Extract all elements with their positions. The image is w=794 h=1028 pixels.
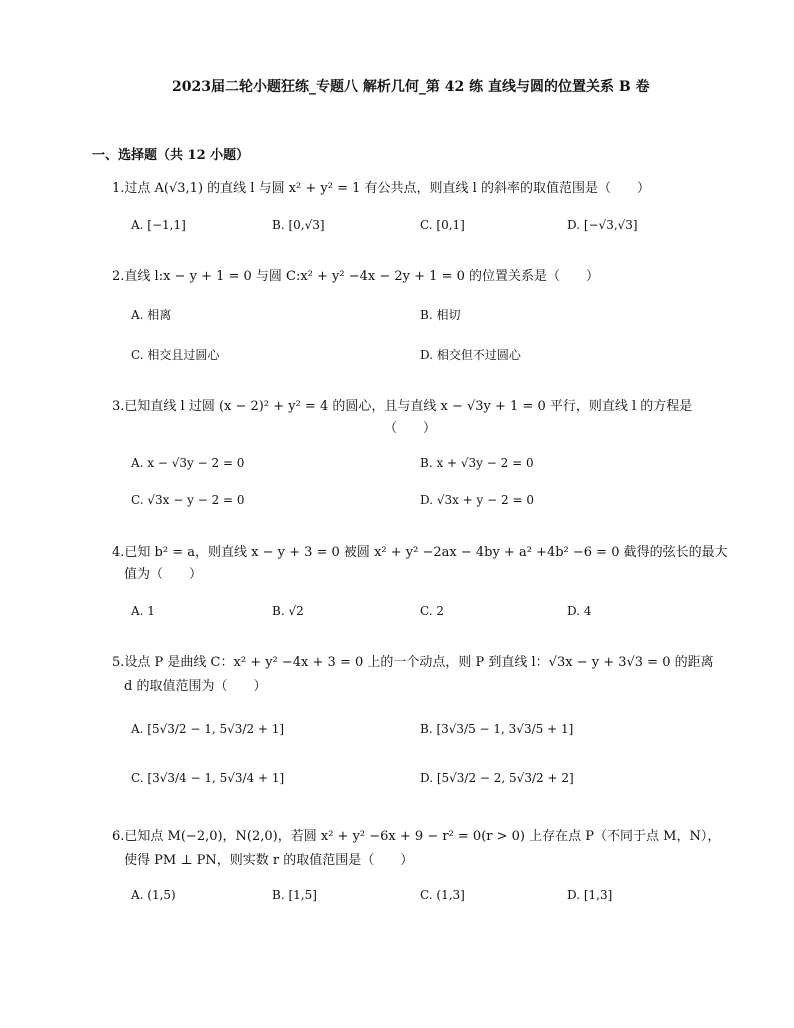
question-4-option-c: C. 2 — [420, 604, 445, 618]
question-number: 2. — [112, 269, 125, 284]
question-6-option-c: C. (1,3] — [420, 888, 465, 902]
question-6-stem — [112, 826, 720, 848]
question-3-stem — [112, 396, 692, 418]
question-1-option-d: D. [−√3,√3] — [567, 218, 638, 232]
question-number: 3. — [112, 399, 125, 414]
question-4-stem — [112, 542, 728, 564]
page-title: 2023届二轮小题狂练_专题八 解析几何_第 42 练 直线与圆的位置关系 B 卷 — [172, 79, 650, 95]
question-text: 已知 b² = a，则直线 x − y + 3 = 0 被圆 x² + y² −2ax − 4by + a² +4b² −6 = 0 截得的弦长的最大 — [124, 545, 728, 560]
question-6-stem-continued: 使得 PM ⊥ PN，则实数 r 的取值范围是（ ） — [124, 853, 414, 868]
question-5-option-b: B. [3√3/5 − 1, 3√3/5 + 1] — [420, 722, 574, 736]
question-5-option-c: C. [3√3/4 − 1, 5√3/4 + 1] — [131, 771, 285, 785]
question-2-option-b: B. 相切 — [420, 308, 461, 322]
question-3-option-d: D. √3x + y − 2 = 0 — [420, 493, 534, 507]
question-5-stem — [112, 652, 714, 674]
question-1-option-a: A. [−1,1] — [131, 218, 186, 232]
question-number: 1. — [112, 181, 125, 196]
question-text: 已知直线 l 过圆 (x − 2)² + y² = 4 的圆心，且与直线 x − √3y + 1 = 0 平行，则直线 l 的方程是 — [124, 399, 693, 414]
question-3-option-a: A. x − √3y − 2 = 0 — [131, 456, 245, 470]
question-2-option-d: D. 相交但不过圆心 — [420, 348, 521, 362]
question-text: 设点 P 是曲线 C：x² + y² −4x + 3 = 0 上的一个动点，则 P 到直线 l：√3x − y + 3√3 = 0 的距离 — [124, 655, 714, 670]
question-5-stem-continued: d 的取值范围为（ ） — [124, 679, 267, 694]
question-4-option-a: A. 1 — [131, 604, 155, 618]
question-3-stem-continued: （ ） — [384, 421, 437, 436]
question-2-option-a: A. 相离 — [131, 308, 172, 322]
question-4-option-b: B. √2 — [272, 604, 304, 618]
question-6-option-a: A. (1,5) — [131, 888, 176, 902]
section-heading: 一、选择题（共 12 小题） — [92, 148, 250, 163]
question-3-option-c: C. √3x − y − 2 = 0 — [131, 493, 245, 507]
question-5-option-a: A. [5√3/2 − 1, 5√3/2 + 1] — [131, 722, 285, 736]
question-1-option-b: B. [0,√3] — [272, 218, 325, 232]
question-6-option-b: B. [1,5] — [272, 888, 317, 902]
question-number: 4. — [112, 545, 125, 560]
question-1-stem — [112, 178, 650, 200]
question-3-option-b: B. x + √3y − 2 = 0 — [420, 456, 534, 470]
question-text: 直线 l:x − y + 1 = 0 与圆 C:x² + y² −4x − 2y + 1 = 0 的位置关系是（ ） — [124, 269, 600, 284]
question-1-option-c: C. [0,1] — [420, 218, 465, 232]
question-2-option-c: C. 相交且过圆心 — [131, 348, 220, 362]
question-5-option-d: D. [5√3/2 − 2, 5√3/2 + 2] — [420, 771, 574, 785]
question-number: 6. — [112, 829, 125, 844]
question-2-stem — [112, 266, 599, 288]
question-number: 5. — [112, 655, 125, 670]
question-text: 过点 A(√3,1) 的直线 l 与圆 x² + y² = 1 有公共点，则直线 l 的斜率的取值范围是（ ） — [124, 181, 650, 196]
question-4-option-d: D. 4 — [567, 604, 592, 618]
question-text: 已知点 M(−2,0)，N(2,0)，若圆 x² + y² −6x + 9 − r² = 0(r > 0) 上存在点 P（不同于点 M，N）， — [124, 829, 721, 844]
question-6-option-d: D. [1,3] — [567, 888, 613, 902]
question-4-stem-continued: 值为（ ） — [124, 567, 203, 582]
